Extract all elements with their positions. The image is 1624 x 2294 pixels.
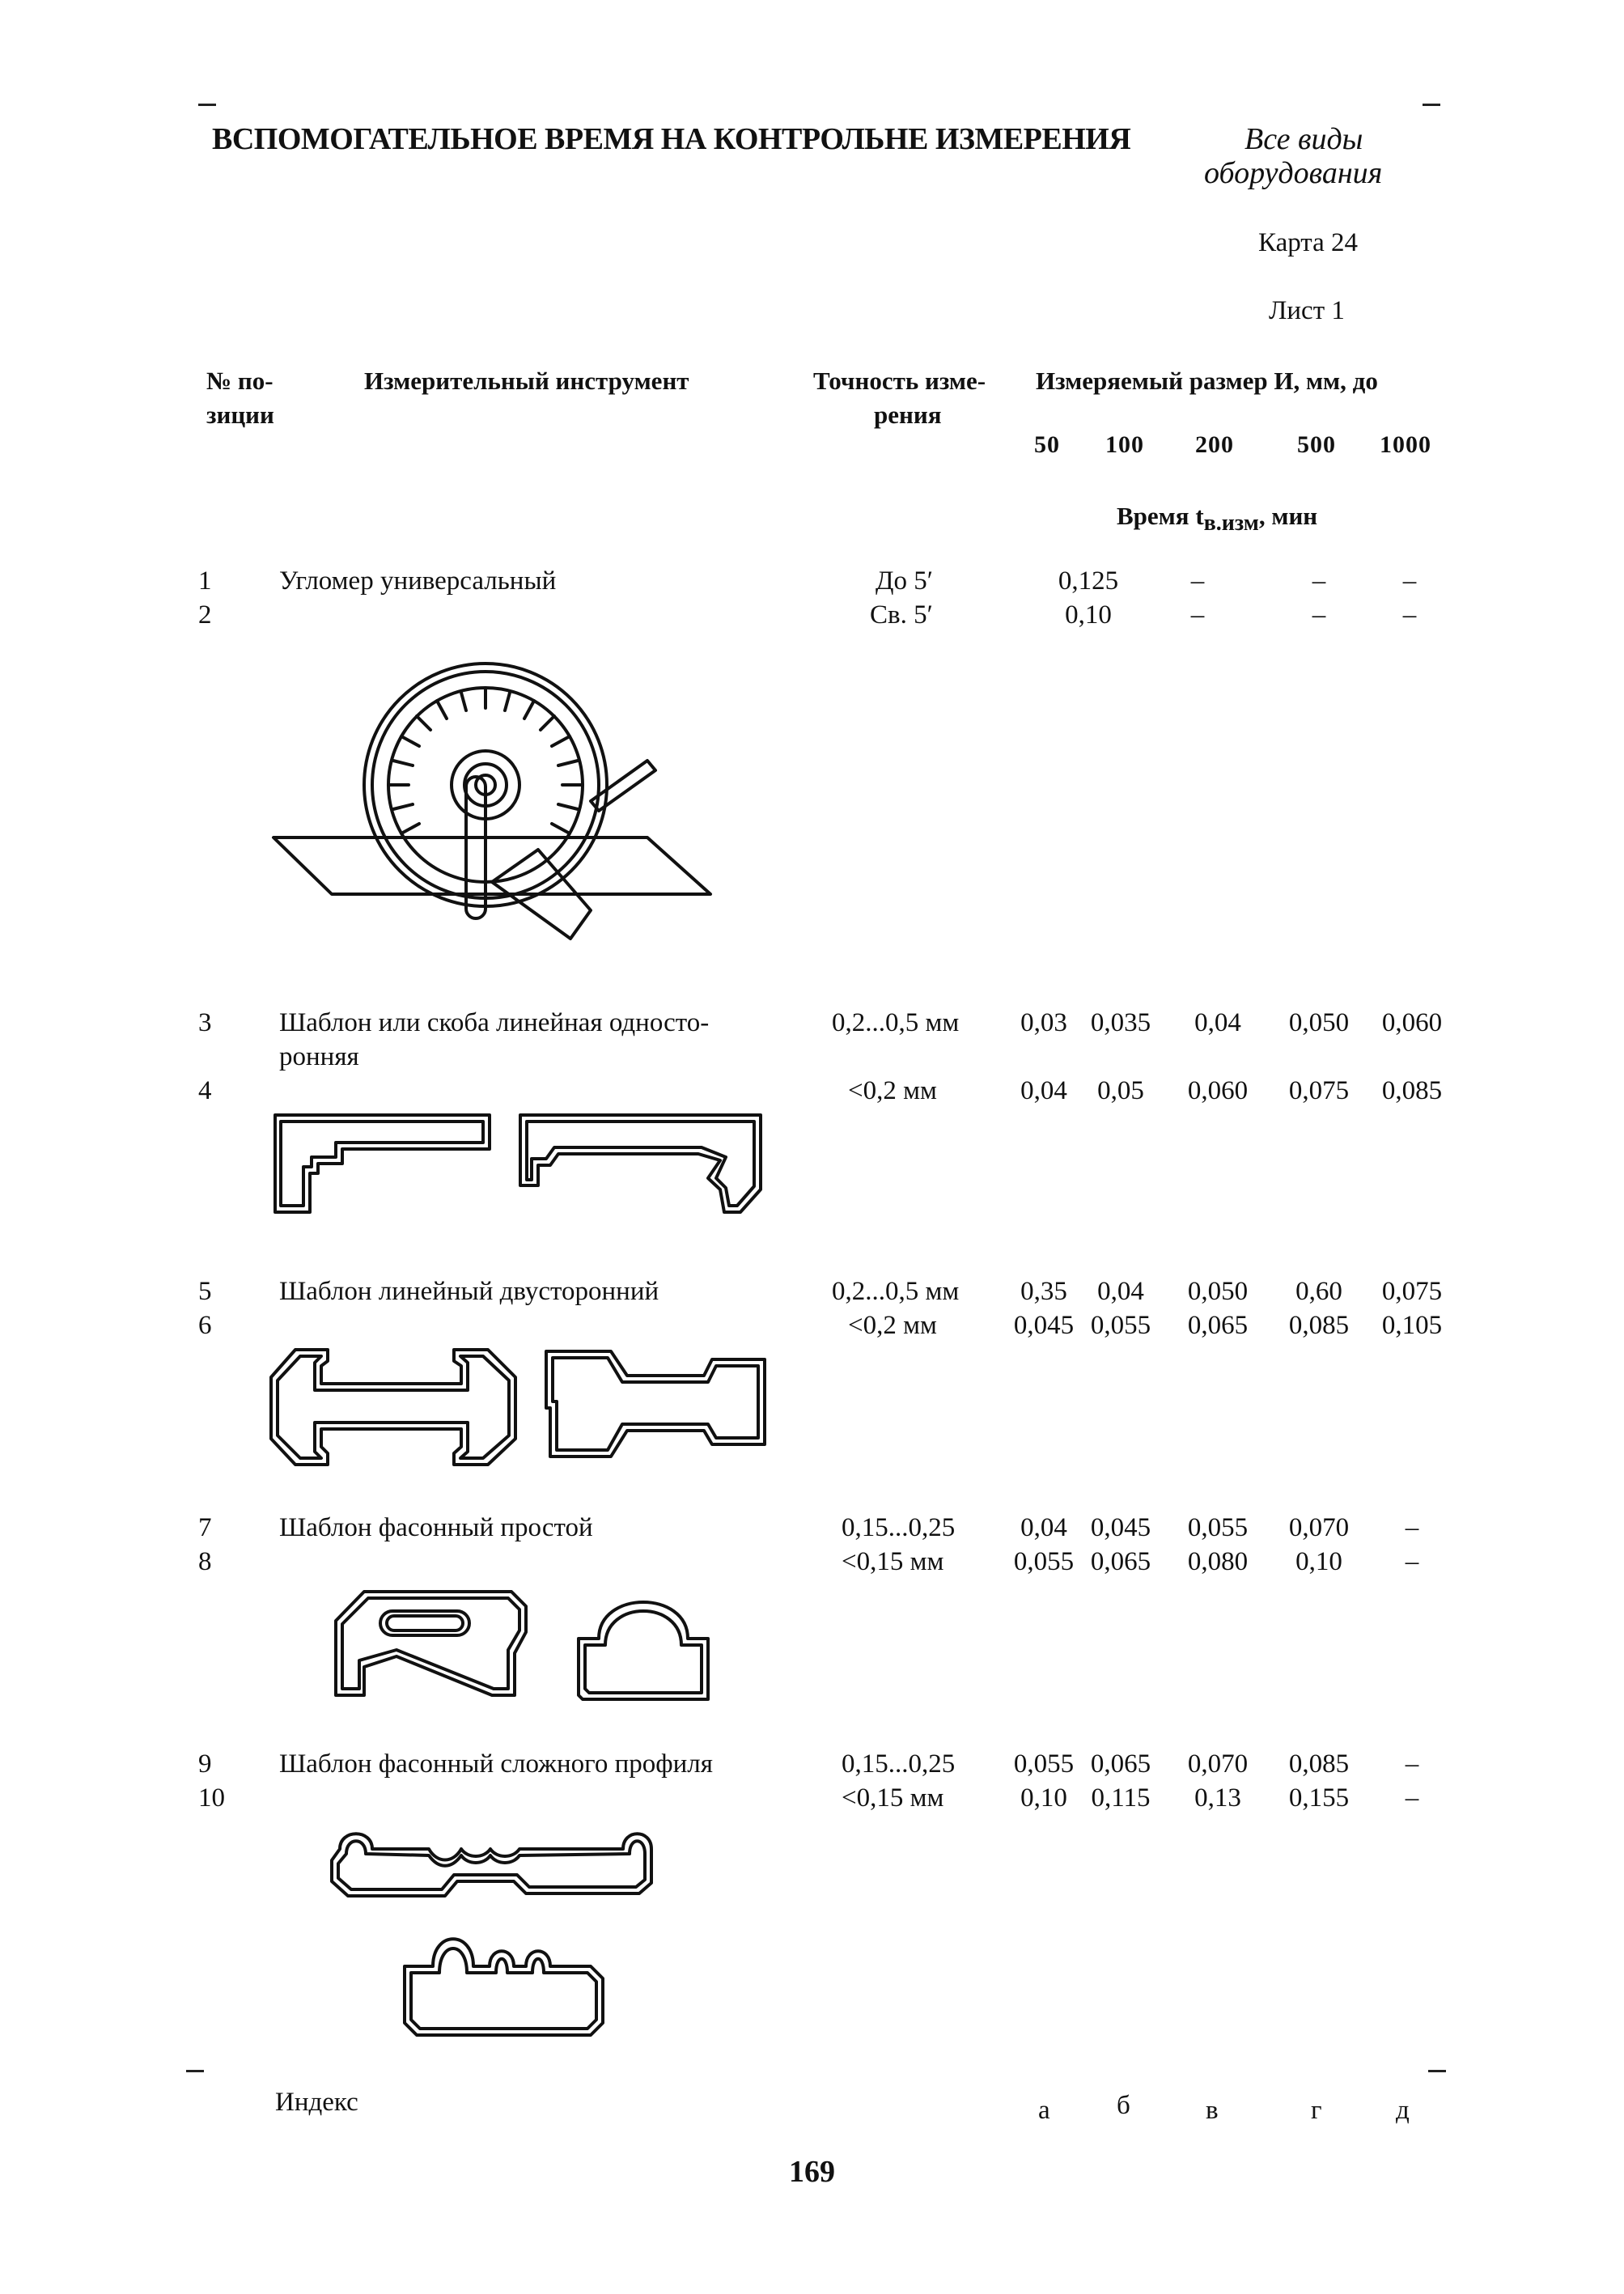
col-header-instrument: Измерительный инструмент [364, 367, 689, 395]
value-3-2: 0,035 [1090, 1008, 1151, 1037]
equipment-line1: Все виды [1245, 122, 1363, 156]
col-header-accuracy-2: рения [874, 401, 942, 429]
value-4-2: 0,05 [1097, 1076, 1144, 1105]
value-5-1: 0,35 [1020, 1277, 1067, 1306]
accuracy-1: До 5′ [876, 566, 933, 596]
corner-mark-bottom-right [1428, 2070, 1446, 2072]
value-7-2: 0,045 [1090, 1513, 1151, 1542]
accuracy-2: Св. 5′ [870, 600, 933, 630]
double-sided-gauge-figure [271, 1343, 773, 1473]
value-7-1: 0,04 [1020, 1513, 1067, 1542]
col-header-size: Измеряемый размер И, мм, до [1036, 367, 1378, 395]
instrument-5: Шаблон линейный двусторонний [279, 1277, 659, 1306]
accuracy-6: <0,2 мм [848, 1311, 937, 1340]
index-label: Индекс [275, 2088, 358, 2117]
value-9-5: – [1405, 1749, 1419, 1779]
value-3-5: 0,060 [1381, 1008, 1443, 1037]
value-5-4: 0,60 [1295, 1277, 1342, 1306]
instrument-7: Шаблон фасонный простой [279, 1513, 593, 1542]
pos-2: 2 [198, 600, 212, 630]
value-2-1: 0,10 [1065, 600, 1112, 630]
value-7-5: – [1405, 1513, 1419, 1542]
page-title: ВСПОМОГАТЕЛЬНОЕ ВРЕМЯ НА КОНТРОЛЬНЕ ИЗМЕРЕНИЯ [212, 122, 1131, 156]
time-subscript: в.изм [1203, 511, 1259, 536]
value-8-4: 0,10 [1295, 1547, 1342, 1576]
size-col-100: 100 [1105, 431, 1144, 458]
pos-4: 4 [198, 1076, 212, 1105]
index-b: б [1117, 2091, 1130, 2120]
value-5-2: 0,04 [1097, 1277, 1144, 1306]
value-9-3: 0,070 [1187, 1749, 1249, 1779]
value-9-4: 0,085 [1288, 1749, 1350, 1779]
instrument-1: Угломер универсальный [279, 566, 557, 596]
value-6-5: 0,105 [1381, 1311, 1443, 1340]
value-3-4: 0,050 [1288, 1008, 1350, 1037]
pos-9: 9 [198, 1749, 212, 1779]
value-10-3: 0,13 [1194, 1783, 1241, 1813]
universal-protractor-figure [267, 631, 720, 971]
value-2-4: – [1402, 600, 1417, 630]
pos-6: 6 [198, 1311, 212, 1340]
value-1-1: 0,125 [1058, 566, 1119, 596]
col-header-accuracy-1: Точность изме- [813, 367, 986, 395]
corner-mark-bottom-left [186, 2070, 204, 2072]
value-3-3: 0,04 [1194, 1008, 1241, 1037]
sheet-number: Лист 1 [1269, 296, 1345, 325]
corner-mark-top-left [198, 104, 216, 106]
index-v: в [1206, 2096, 1219, 2125]
pos-1: 1 [198, 566, 212, 596]
size-col-200: 200 [1195, 431, 1234, 458]
value-8-2: 0,065 [1090, 1547, 1151, 1576]
value-4-1: 0,04 [1020, 1076, 1067, 1105]
time-header [1117, 502, 1317, 536]
value-10-5: – [1405, 1783, 1419, 1813]
value-5-5: 0,075 [1381, 1277, 1443, 1306]
simple-shaped-gauge-figure [332, 1582, 720, 1703]
index-a: а [1038, 2096, 1050, 2125]
value-6-4: 0,085 [1288, 1311, 1350, 1340]
value-8-3: 0,080 [1187, 1547, 1249, 1576]
accuracy-9: 0,15...0,25 [842, 1749, 956, 1779]
col-header-pos-2: зиции [206, 401, 274, 429]
value-8-5: – [1405, 1547, 1419, 1576]
instrument-3-line2: ронняя [279, 1042, 359, 1071]
value-2-3: – [1312, 600, 1326, 630]
value-6-1: 0,045 [1013, 1311, 1075, 1340]
col-header-pos-1: № по- [206, 367, 273, 395]
value-8-1: 0,055 [1013, 1547, 1075, 1576]
value-6-3: 0,065 [1187, 1311, 1249, 1340]
pos-7: 7 [198, 1513, 212, 1542]
value-4-4: 0,075 [1288, 1076, 1350, 1105]
equipment-line2: оборудования [1204, 156, 1383, 190]
time-label: Время t [1117, 502, 1204, 530]
index-d: д [1396, 2096, 1410, 2125]
accuracy-8: <0,15 мм [842, 1547, 944, 1576]
value-3-1: 0,03 [1020, 1008, 1067, 1037]
value-6-2: 0,055 [1090, 1311, 1151, 1340]
instrument-3-line1: Шаблон или скоба линейная односто- [279, 1008, 710, 1037]
value-9-1: 0,055 [1013, 1749, 1075, 1779]
value-1-2: – [1190, 566, 1205, 596]
instrument-9: Шаблон фасонный сложного профиля [279, 1749, 713, 1779]
pos-8: 8 [198, 1547, 212, 1576]
accuracy-5: 0,2...0,5 мм [832, 1277, 960, 1306]
corner-mark-top-right [1423, 104, 1440, 106]
accuracy-7: 0,15...0,25 [842, 1513, 956, 1542]
pos-5: 5 [198, 1277, 212, 1306]
index-g: г [1311, 2096, 1322, 2125]
accuracy-3: 0,2...0,5 мм [832, 1008, 960, 1037]
value-10-2: 0,115 [1091, 1783, 1151, 1813]
value-4-5: 0,085 [1381, 1076, 1443, 1105]
card-number: Карта 24 [1258, 228, 1359, 257]
page-number: 169 [789, 2155, 835, 2189]
value-7-3: 0,055 [1187, 1513, 1249, 1542]
value-7-4: 0,070 [1288, 1513, 1350, 1542]
size-col-1000: 1000 [1380, 431, 1431, 458]
value-2-2: – [1190, 600, 1205, 630]
single-sided-gauge-figure [271, 1109, 789, 1222]
value-9-2: 0,065 [1090, 1749, 1151, 1779]
time-unit: , мин [1258, 502, 1318, 530]
accuracy-4: <0,2 мм [848, 1076, 937, 1105]
pos-10: 10 [198, 1783, 225, 1813]
value-5-3: 0,050 [1187, 1277, 1249, 1306]
value-4-3: 0,060 [1187, 1076, 1249, 1105]
value-1-3: – [1312, 566, 1326, 596]
pos-3: 3 [198, 1008, 212, 1037]
value-10-4: 0,155 [1288, 1783, 1350, 1813]
complex-profile-gauge-figure [324, 1825, 664, 2035]
size-col-500: 500 [1297, 431, 1336, 458]
value-10-1: 0,10 [1020, 1783, 1067, 1813]
value-1-4: – [1402, 566, 1417, 596]
size-col-50: 50 [1034, 431, 1060, 458]
accuracy-10: <0,15 мм [842, 1783, 944, 1813]
